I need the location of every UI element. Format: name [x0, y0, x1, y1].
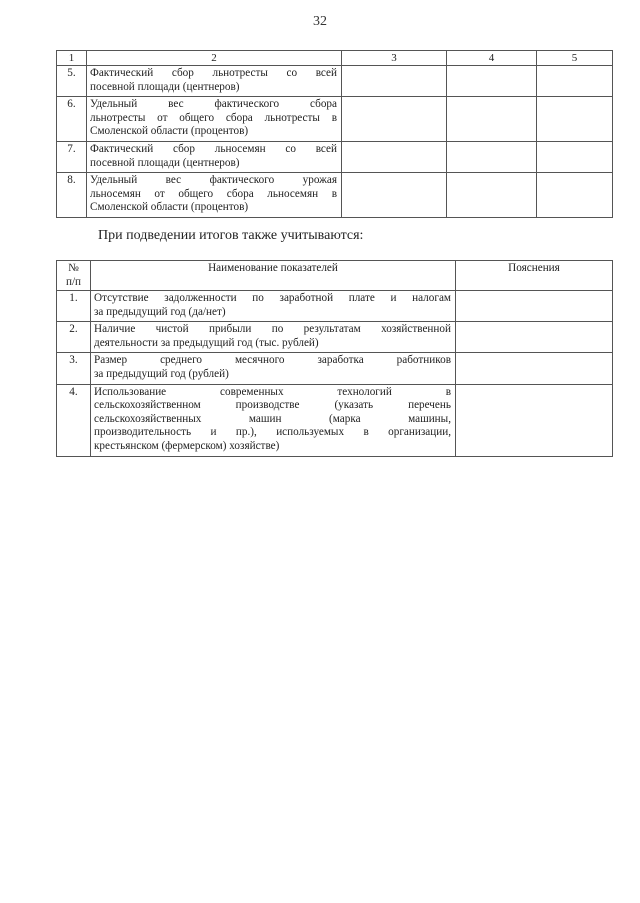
explanation-cell [456, 384, 613, 456]
table-row [57, 384, 613, 456]
table-row [57, 353, 613, 384]
indicator-name-header: Наименование показателей [91, 261, 456, 291]
row-number: 1. [57, 291, 91, 322]
column-number: 2 [87, 51, 342, 66]
explanation-cell [456, 322, 613, 353]
row-number: 6. [57, 97, 87, 142]
empty-cell [447, 141, 537, 172]
description-line: сельскохозяйственных машин (марка машины, [94, 412, 451, 425]
empty-cell [342, 141, 447, 172]
description-line: Фактический сбор льносемян со всей [90, 142, 337, 155]
row-number: 4. [57, 384, 91, 456]
section-caption: При подведении итогов также учитываются: [98, 228, 364, 243]
explanation-header: Пояснения [456, 261, 613, 291]
description-line: льнотресты от общего сбора льнотресты в [90, 111, 337, 124]
table-row [57, 173, 613, 218]
explanation-cell [456, 291, 613, 322]
description-line: Фактический сбор льнотресты со всей [90, 67, 337, 79]
table-row [57, 322, 613, 353]
description-line: Смоленской области (процентов) [90, 125, 249, 138]
description-line: посевной площади (центнеров) [90, 156, 240, 169]
column-number: 1 [57, 51, 87, 66]
description-line: посевной площади (центнеров) [90, 80, 240, 93]
indicator-description [91, 322, 456, 353]
description-line: Удельный вес фактического урожая [90, 174, 337, 187]
description-line: Удельный вес фактического сбора [90, 98, 337, 111]
description-line: льносемян от общего сбора льносемян в [90, 187, 337, 200]
table-header-row [57, 261, 613, 291]
empty-cell [342, 173, 447, 218]
indicator-description [87, 173, 342, 218]
description-line: за предыдущий год (рублей) [94, 367, 229, 380]
indicator-description [87, 97, 342, 142]
table-row [57, 66, 613, 97]
number-header-line2: п/п [65, 275, 82, 288]
empty-cell [447, 173, 537, 218]
additional-criteria-table [56, 260, 613, 457]
indicators-table-continued [56, 50, 613, 218]
description-line: Использование современных технологий в [94, 385, 451, 398]
column-number: 5 [537, 51, 613, 66]
number-header-line1: № [68, 262, 79, 274]
indicator-description [91, 384, 456, 456]
empty-cell [537, 66, 613, 97]
description-line: Смоленской области (процентов) [90, 201, 249, 214]
row-number: 5. [57, 66, 87, 97]
explanation-cell [456, 353, 613, 384]
description-line: деятельности за предыдущий год (тыс. рублей) [94, 336, 319, 349]
description-line: Размер среднего месячного заработка работников [94, 354, 451, 367]
row-number: 8. [57, 173, 87, 218]
table-row [57, 141, 613, 172]
empty-cell [447, 66, 537, 97]
empty-cell [342, 66, 447, 97]
row-number: 7. [57, 141, 87, 172]
column-number: 3 [342, 51, 447, 66]
empty-cell [537, 97, 613, 142]
description-line: производительность и пр.), используемых в организации, [94, 426, 451, 439]
empty-cell [447, 97, 537, 142]
indicator-description [87, 141, 342, 172]
empty-cell [537, 173, 613, 218]
empty-cell [342, 97, 447, 142]
indicator-description [91, 291, 456, 322]
column-number: 4 [447, 51, 537, 66]
description-line: сельскохозяйственном производстве (указать перечень [94, 399, 451, 412]
row-number: 2. [57, 322, 91, 353]
indicator-description [87, 66, 342, 97]
number-header [57, 261, 91, 291]
description-line: крестьянском (фермерском) хозяйстве) [94, 439, 280, 452]
table-row [57, 291, 613, 322]
column-numbers-row [57, 51, 613, 66]
description-line: за предыдущий год (да/нет) [94, 305, 226, 318]
description-line: Отсутствие задолженности по заработной плате и налогам [94, 292, 451, 304]
page-number: 32 [313, 14, 327, 29]
description-line: Наличие чистой прибыли по результатам хозяйственной [94, 323, 451, 336]
indicator-description [91, 353, 456, 384]
empty-cell [537, 141, 613, 172]
row-number: 3. [57, 353, 91, 384]
table-row [57, 97, 613, 142]
